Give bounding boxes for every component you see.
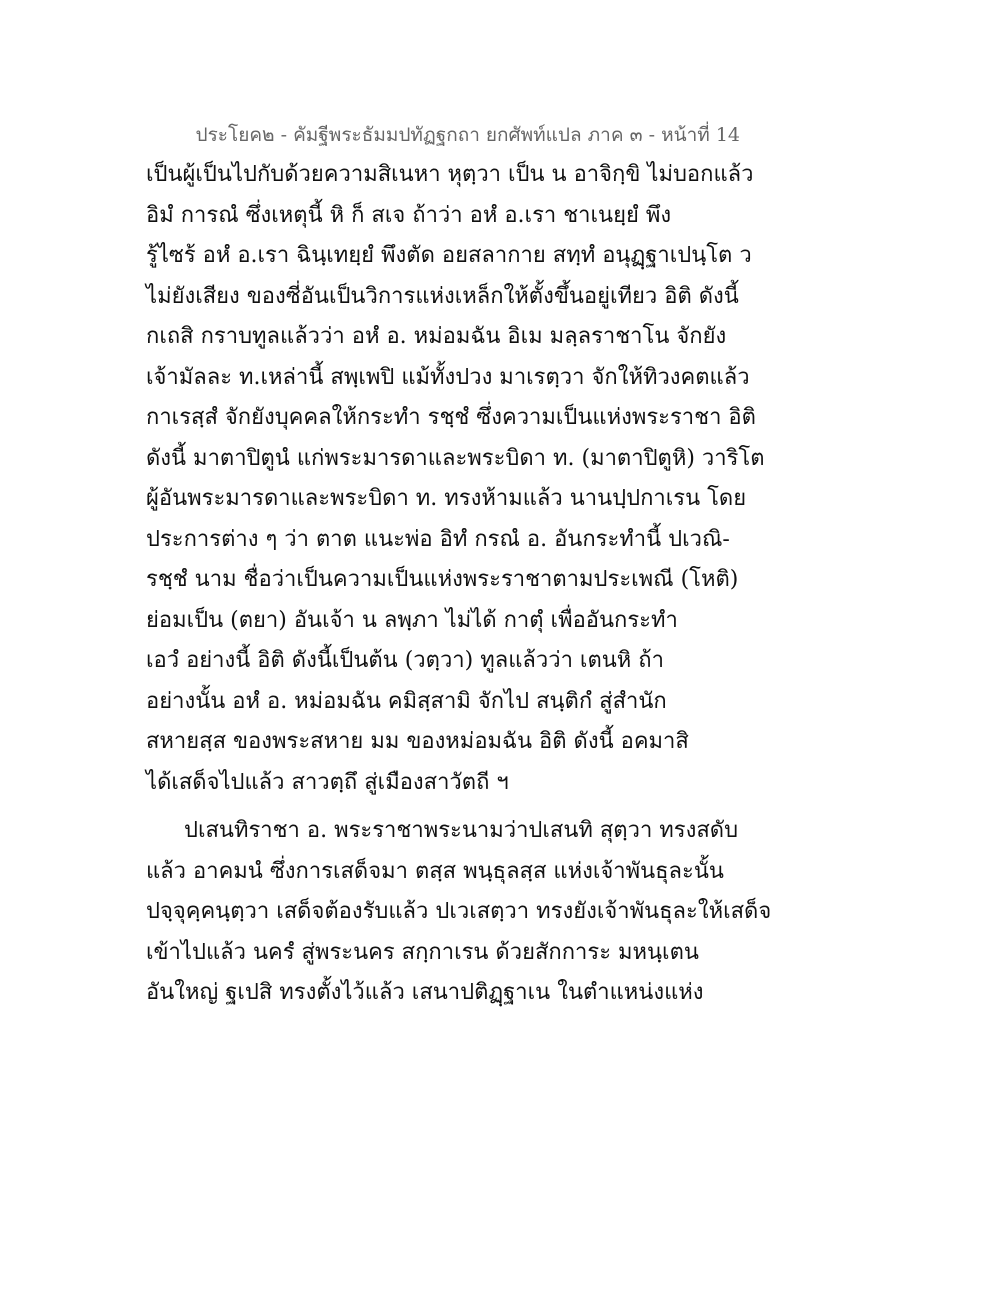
running-header: ประโยค๒ - คัมฐีพระธัมมปทัฏฐกถา ยกศัพท์แปล ภาค ๓ - หน้าที่ 14	[195, 124, 740, 146]
text-line: รู้ไซร้ อหํ อ.เรา ฉินฺเทยฺยํ พึงตัด อยสลากาย สทฺทํ อนุฏฺฐาเปนฺโต ว	[146, 243, 752, 268]
text-line: กเถสิ กราบทูลแล้วว่า อหํ อ. หม่อมฉัน อิเม มลฺลราชาโน จักยัง	[146, 324, 727, 349]
paragraph-2	[146, 811, 772, 1014]
text-line: เจ้ามัลละ ท.เหล่านี้ สพฺเพปิ แม้ทั้งปวง มาเรตฺวา จักให้ทิวงคตแล้ว	[146, 364, 750, 390]
text-line: รชฺชํ นาม ชื่อว่าเป็นความเป็นแห่งพระราชาตามประเพณี (โหติ)	[146, 567, 739, 592]
text-line: เข้าไปแล้ว นครํ สู่พระนคร สกฺกาเรน ด้วยสักการะ มหนฺเตน	[146, 939, 699, 965]
text-line: ผู้อันพระมารดาและพระบิดา ท. ทรงห้ามแล้ว นานปฺปกาเรน โดย	[146, 486, 747, 511]
text-line: ปจฺจุคฺคนฺตฺวา เสด็จต้องรับแล้ว ปเวเสตฺวา ทรงยังเจ้าพันธุละให้เสด็จ	[146, 899, 772, 924]
body-text	[146, 155, 772, 1014]
text-line: ย่อมเป็น (ตยา) อันเจ้า น ลพฺภา ไม่ได้ กาตุํ เพื่ออันกระทำ	[146, 607, 678, 633]
text-line: ดังนี้ มาตาปิตูนํ แก่พระมารดาและพระบิดา ท. (มาตาปิตูหิ) วาริโต	[146, 445, 765, 471]
text-line: ปเสนทิราชา อ. พระราชาพระนามว่าปเสนทิ สุตฺวา ทรงสดับ	[184, 818, 739, 843]
text-line: ได้เสด็จไปแล้ว สาวตฺถึ สู่เมืองสาวัตถี ฯ	[146, 769, 509, 795]
text-line: อิมํ การณํ ซึ่งเหตุนี้ หิ ก็ สเจ ถ้าว่า อหํ อ.เรา ชาเนยฺยํ พึง	[146, 202, 672, 228]
paragraph-gap	[146, 803, 706, 811]
text-line: อย่างนั้น อหํ อ. หม่อมฉัน คมิสฺสามิ จักไป สนฺติกํ สู่สำนัก	[146, 688, 667, 714]
text-line: เป็นผู้เป็นไปกับด้วยความสิเนหา หุตฺวา เป็น น อาจิกฺขิ ไม่บอกแล้ว	[146, 162, 754, 187]
text-line: กาเรสฺสํ จักยังบุคคลให้กระทำ รชฺชํ ซึ่งความเป็นแห่งพระราชา อิติ	[146, 405, 756, 430]
paragraph-1	[146, 155, 765, 803]
text-line: ไม่ยังเสียง ของซี่อันเป็นวิการแห่งเหล็กให้ตั้งขึ้นอยู่เทียว อิติ ดังนี้	[146, 283, 739, 309]
text-line: ประการต่าง ๆ ว่า ตาต แนะพ่อ อิทํ กรณํ อ. อันกระทำนี้ ปเวณิ-	[146, 526, 730, 552]
text-line: สหายสฺส ของพระสหาย มม ของหม่อมฉัน อิติ ดังนี้ อคมาสิ	[146, 729, 689, 754]
text-line: เอวํ อย่างนี้ อิติ ดังนี้เป็นต้น (วตฺวา) ทูลแล้วว่า เตนหิ ถ้า	[146, 648, 664, 673]
text-line: แล้ว อาคมนํ ซึ่งการเสด็จมา ตสฺส พนฺธุลสฺส แห่งเจ้าพันธุละนั้น	[146, 858, 724, 884]
text-line: อันใหญ่ ฐเปสิ ทรงตั้งไว้แล้ว เสนาปติฏฺฐาเน ในตำแหน่งแห่ง	[146, 980, 704, 1005]
